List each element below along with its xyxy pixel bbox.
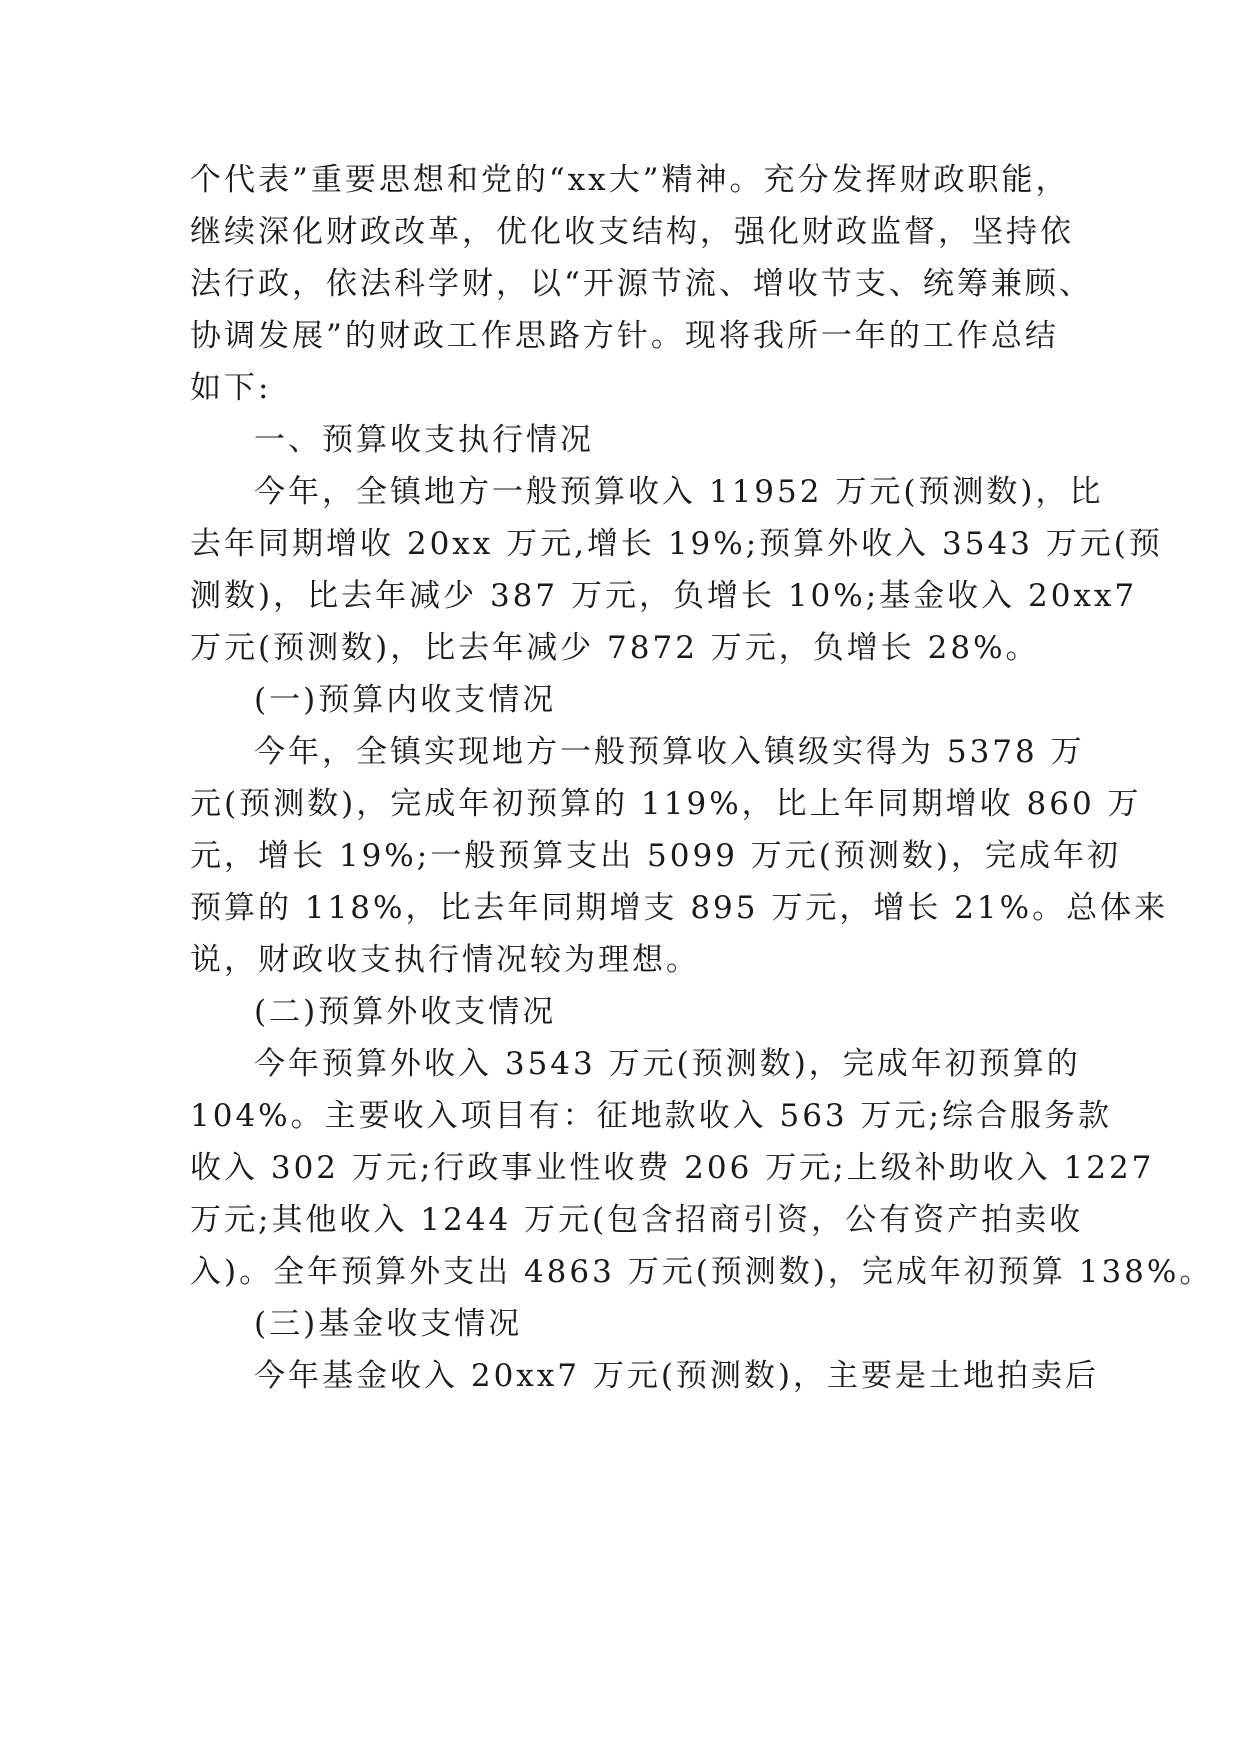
subsection-heading: (一)预算内收支情况 (254, 682, 557, 718)
body-text-line: 继续深化财政改革，优化收支结构，强化财政监督，坚持依 (190, 214, 1074, 250)
body-text-line: 法行政，依法科学财，以“开源节流、增收节支、统筹兼顾、 (190, 266, 1093, 302)
body-text-line: 今年预算外收入 3543 万元(预测数)，完成年初预算的 (254, 1046, 1081, 1082)
body-text-line: 入)。全年预算外支出 4863 万元(预测数)，完成年初预算 138%。 (190, 1254, 1214, 1290)
body-text-line: 今年基金收入 20xx7 万元(预测数)，主要是土地拍卖后 (254, 1358, 1100, 1394)
body-text-line: 预算的 118%，比去年同期增支 895 万元，增长 21%。总体来 (190, 890, 1169, 926)
body-text-line: 元(预测数)，完成年初预算的 119%，比上年同期增收 860 万 (190, 786, 1142, 822)
body-text-line: 万元;其他收入 1244 万元(包含招商引资，公有资产拍卖收 (190, 1202, 1084, 1238)
subsection-heading: (三)基金收支情况 (254, 1306, 523, 1342)
body-text-line: 说，财政收支执行情况较为理想。 (190, 942, 700, 978)
body-text-line: 收入 302 万元;行政事业性收费 206 万元;上级补助收入 1227 (190, 1150, 1155, 1186)
body-text-line: 今年，全镇地方一般预算收入 11952 万元(预测数)，比 (254, 474, 1104, 510)
body-text-line: 今年，全镇实现地方一般预算收入镇级实得为 5378 万 (254, 734, 1085, 770)
body-text-line: 协调发展”的财政工作思路方针。现将我所一年的工作总结 (190, 318, 1059, 354)
body-text-line: 如下: (190, 370, 272, 406)
subsection-heading: (二)预算外收支情况 (254, 994, 557, 1030)
body-text-line: 个代表”重要思想和党的“xx大”精神。充分发挥财政职能， (190, 162, 1070, 198)
body-text-line: 万元(预测数)，比去年减少 7872 万元，负增长 28%。 (190, 630, 1040, 666)
section-heading: 一、预算收支执行情况 (254, 422, 594, 458)
body-text-line: 元，增长 19%;一般预算支出 5099 万元(预测数)，完成年初 (190, 838, 1121, 874)
body-text-line: 去年同期增收 20xx 万元,增长 19%;预算外收入 3543 万元(预 (190, 526, 1163, 562)
body-text-line: 104%。主要收入项目有：征地款收入 563 万元;综合服务款 (190, 1098, 1112, 1134)
body-text-line: 测数)，比去年减少 387 万元，负增长 10%;基金收入 20xx7 (190, 578, 1138, 614)
